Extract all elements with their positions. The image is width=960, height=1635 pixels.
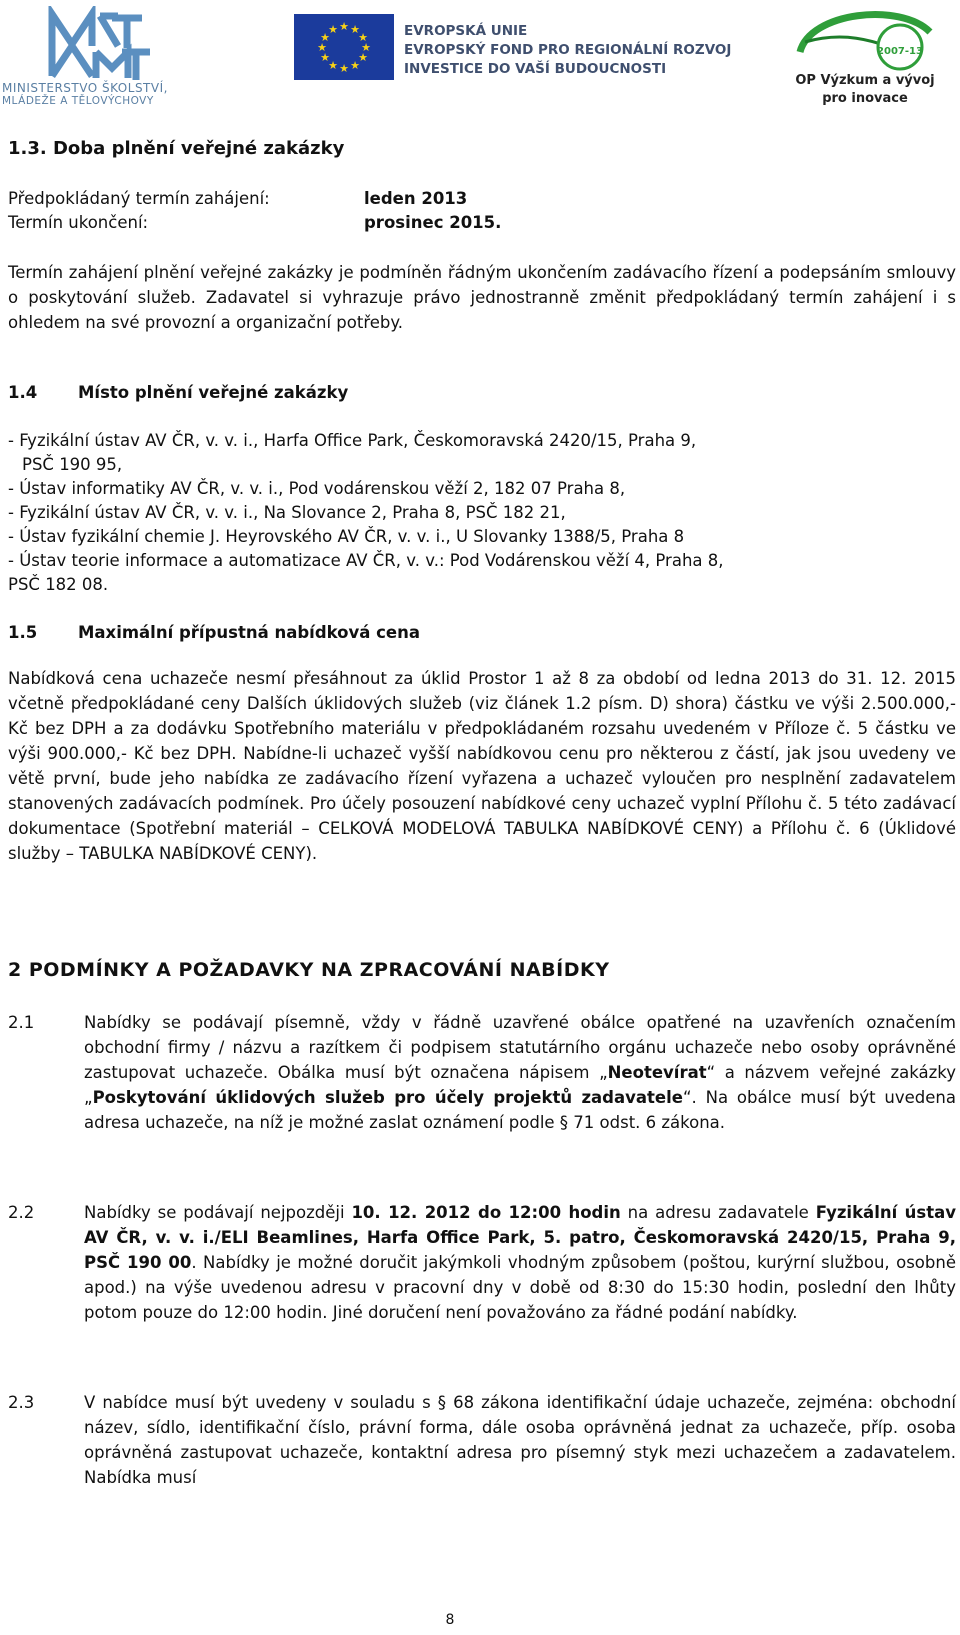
section-1-5-title: Maximální přípustná nabídková cena	[78, 623, 420, 642]
eu-line2: EVROPSKÝ FOND PRO REGIONÁLNÍ ROZVOJ	[404, 42, 732, 58]
item-2-1-number: 2.1	[8, 1013, 35, 1032]
place-line: - Fyzikální ústav AV ČR, v. v. i., Na Slovance 2, Praha 8, PSČ 182 21,	[8, 503, 566, 522]
start-date-value: leden 2013	[364, 189, 468, 208]
eu-line1: EVROPSKÁ UNIE	[404, 23, 528, 39]
section-1-4-number: 1.4	[8, 383, 38, 402]
place-line: - Ústav teorie informace a automatizace AV ČR, v. v.: Pod Vodárenskou věží 4, Praha 8,	[8, 551, 724, 570]
item-2-3-number: 2.3	[8, 1393, 35, 1412]
item-2-1-text: “ a názvem veřejné zakázky „	[84, 1063, 956, 1107]
item-2-2-text: na adresu zadavatele	[620, 1203, 816, 1222]
op-vavpi-logo	[780, 2, 950, 110]
item-2-2-deadline: 10. 12. 2012 do 12:00 hodin	[351, 1203, 621, 1222]
place-line: PSČ 190 95,	[22, 455, 123, 474]
page-number: 8	[445, 1612, 455, 1628]
place-line: - Fyzikální ústav AV ČR, v. v. i., Harfa Office Park, Českomoravská 2420/15, Praha 9,	[8, 431, 697, 450]
item-2-2-number: 2.2	[8, 1203, 35, 1222]
page-header	[0, 0, 960, 112]
svg-text:★: ★	[328, 23, 338, 36]
item-2-1-contract-name: Poskytování úklidových služeb pro účely projektů zadavatele	[92, 1088, 683, 1107]
svg-text:★: ★	[320, 51, 330, 64]
svg-text:★: ★	[328, 59, 338, 72]
eu-flag-icon	[294, 14, 394, 80]
op-line1: OP Výzkum a vývoj	[795, 73, 935, 88]
svg-text:★: ★	[350, 23, 360, 36]
svg-text:★: ★	[339, 62, 349, 75]
svg-text:★: ★	[317, 41, 327, 54]
section-1-5-number: 1.5	[8, 623, 38, 642]
item-2-1-label-neotevirat: Neotevírat	[607, 1063, 707, 1082]
item-2-2-text: . Nabídky je možné doručit jakýmkoli vhodným způsobem (poštou, kurýrní službou, osobně apod.) na výše uvedenou adresu v pracovní dny v době od 8:30 do 15:30 hodin, poslední den lhůty potom pouze do 12:00 hodin. Jiné doručení není považováno za řádné podání nabídky.	[84, 1253, 956, 1322]
svg-text:★: ★	[358, 31, 368, 44]
svg-text:★: ★	[350, 59, 360, 72]
section-1-4-title: Místo plnění veřejné zakázky	[78, 383, 349, 402]
place-line: - Ústav fyzikální chemie J. Heyrovského AV ČR, v. v. i., U Slovanky 1388/5, Praha 8	[8, 527, 685, 546]
item-2-3-paragraph: V nabídce musí být uvedeny v souladu s § 68 zákona identifikační údaje uchazeče, zejména: obchodní název, sídlo, identifikační číslo, právní forma, dále osoba oprávněná jednat za uchazeče, příp. osoba oprávněná zastupovat uchazeče, kontaktní adresa pro písemný styk mezi uchazečem a zadavatelem. Nabídka musí	[84, 1393, 956, 1487]
item-2-2-text: Nabídky se podávají nejpozději	[84, 1203, 352, 1222]
op-years: 2007-13	[877, 46, 923, 57]
section-2-heading: 2 PODMÍNKY A POŽADAVKY NA ZPRACOVÁNÍ NABÍDKY	[8, 959, 610, 981]
section-1-5-paragraph: Nabídková cena uchazeče nesmí přesáhnout za úklid Prostor 1 až 8 za období od ledna 2013 do 31. 12. 2015 včetně předpokládané ceny Dalších úklidových služeb (viz článek 1.2 písm. D) shora) částku ve výši 2.500.000,- Kč bez DPH a za dodávku Spotřebního materiálu v předpokládaném rozsahu uvedeném v Příloze č. 5 částku ve výši 900.000,- Kč bez DPH. Nabídne-li uchazeč vyšší nabídkovou cenu pro některou z částí, jak jsou uvedeny ve větě první, bude jeho nabídka ze zadávacího řízení vyřazena a uchazeč vyloučen pro nesplnění zadavatelem stanovených zadávacích podmínek. Pro účely posouzení nabídkové ceny uchazeč vyplní Přílohu č. 5 této zadávací dokumentace (Spotřební materiál – CELKOVÁ MODELOVÁ TABULKA NABÍDKOVÉ CENY) a Přílohu č. 6 (Úklidové služby – TABULKA NABÍDKOVÉ CENY).	[8, 669, 956, 863]
end-date-value: prosinec 2015.	[364, 213, 502, 232]
start-date-label: Předpokládaný termín zahájení:	[8, 189, 270, 208]
svg-text:★: ★	[320, 31, 330, 44]
msmt-name-line2: MLÁDEŽE A TĚLOVÝCHOVY	[2, 95, 154, 107]
eu-line3: INVESTICE DO VAŠÍ BUDOUCNOSTI	[404, 61, 667, 77]
section-1-3-heading: 1.3. Doba plnění veřejné zakázky	[8, 138, 345, 159]
section-1-3-paragraph: Termín zahájení plnění veřejné zakázky je podmíněn řádným ukončením zadávacího řízení a podepsáním smlouvy o poskytování služeb. Zadavatel si vyhrazuje právo jednostranně změnit předpokládaný termín zahájení i s ohledem na své provozní a organizační potřeby.	[8, 263, 956, 332]
svg-text:★: ★	[358, 51, 368, 64]
eu-logo	[294, 14, 732, 86]
item-2-2-address: Fyzikální ústav AV ČR, v. v. i./ELI Beamlines, Harfa Office Park, 5. patro, Českomoravská 2420/15, Praha 9, PSČ 190 00	[84, 1203, 956, 1272]
msmt-logo	[0, 6, 200, 106]
item-2-1-text: Nabídky se podávají písemně, vždy v řádně uzavřené obálce opatřené na uzavřeních označením obchodní firmy / názvu a razítkem či podpisem statutárního orgánu uchazeče nebo osoby oprávněné zastupovat uchazeče. Obálka musí být označena nápisem „	[84, 1013, 956, 1082]
item-2-1-paragraph	[84, 1010, 956, 1135]
place-line: - Ústav informatiky AV ČR, v. v. i., Pod vodárenskou věží 2, 182 07 Praha 8,	[8, 479, 626, 498]
msmt-monogram-icon	[0, 6, 200, 82]
end-date-label: Termín ukončení:	[8, 213, 149, 232]
svg-text:★: ★	[339, 20, 349, 33]
svg-text:★: ★	[361, 41, 371, 54]
item-2-2-paragraph	[84, 1200, 956, 1325]
op-line2: pro inovace	[822, 91, 908, 106]
place-line: PSČ 182 08.	[8, 575, 109, 594]
msmt-name-line1: MINISTERSTVO ŠKOLSTVÍ,	[2, 81, 168, 95]
item-2-1-text: “. Na obálce musí být uvedena adresa uchazeče, na níž je možné zaslat oznámení podle § 71 odst. 6 zákona.	[84, 1088, 957, 1132]
op-swoosh-icon	[780, 2, 950, 72]
